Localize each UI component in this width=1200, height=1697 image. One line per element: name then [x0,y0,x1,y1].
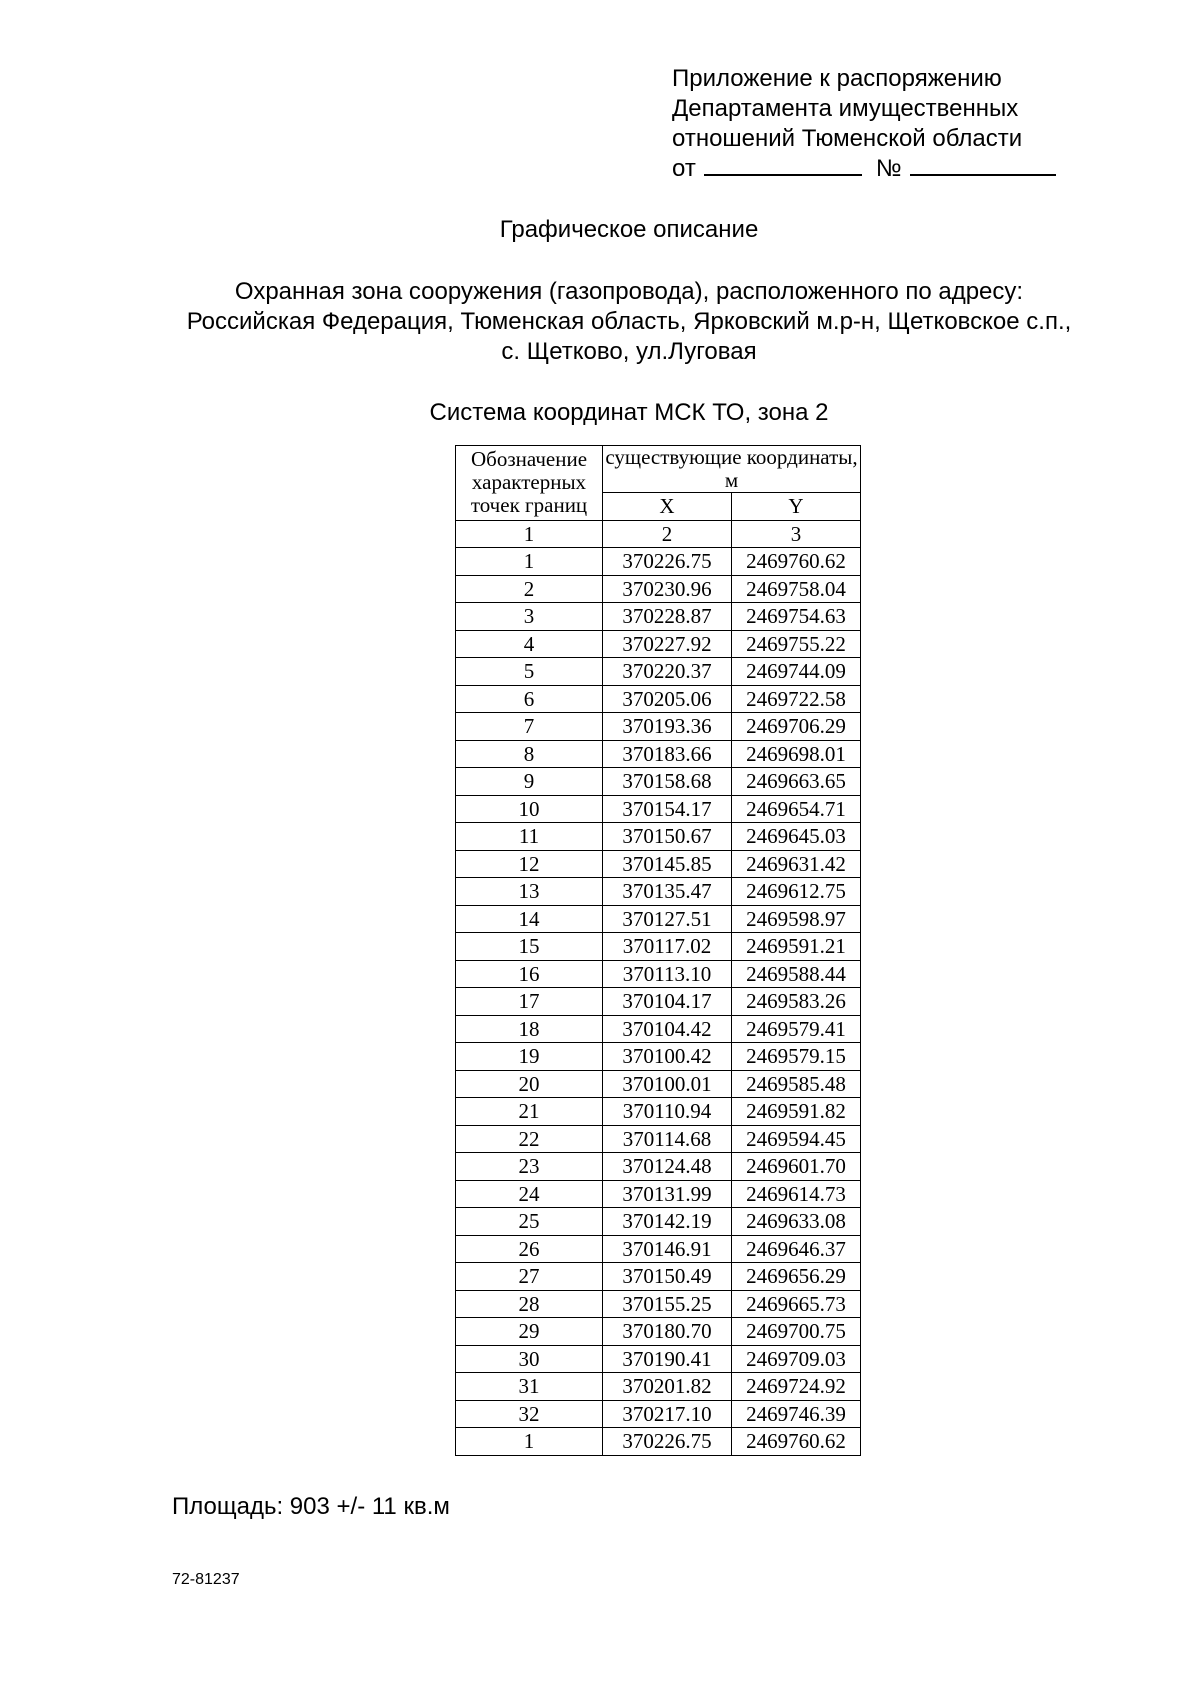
x-coord-cell: 370145.85 [603,850,732,878]
y-coord-cell: 2469579.41 [732,1015,861,1043]
point-id-cell: 21 [456,1098,603,1126]
point-id-cell: 28 [456,1290,603,1318]
table-row [456,1290,861,1318]
point-id-cell: 4 [456,630,603,658]
point-id-cell: 10 [456,795,603,823]
y-coord-cell: 2469579.15 [732,1043,861,1071]
table-row [456,878,861,906]
colnum-1: 1 [456,520,603,548]
point-id-cell: 15 [456,933,603,961]
table-row [456,1043,861,1071]
table-row [456,960,861,988]
header-x: X [603,493,732,521]
x-coord-cell: 370104.42 [603,1015,732,1043]
x-coord-cell: 370205.06 [603,685,732,713]
table-row [456,768,861,796]
y-coord-cell: 2469722.58 [732,685,861,713]
number-label: № [875,155,902,182]
y-coord-cell: 2469709.03 [732,1345,861,1373]
point-id-cell: 6 [456,685,603,713]
y-coord-cell: 2469583.26 [732,988,861,1016]
y-coord-cell: 2469758.04 [732,575,861,603]
x-coord-cell: 370226.75 [603,548,732,576]
point-id-cell: 14 [456,905,603,933]
x-coord-cell: 370228.87 [603,603,732,631]
x-coord-cell: 370114.68 [603,1125,732,1153]
colnum-2: 2 [603,520,732,548]
header-y: Y [732,493,861,521]
table-row [456,1180,861,1208]
y-coord-cell: 2469645.03 [732,823,861,851]
header-points: Обозначение характерных точек границ [456,446,603,521]
point-id-cell: 1 [456,1428,603,1456]
object-line-2: Российская Федерация, Тюменская область, Ярковский м.р-н, Щетковское с.п., [186,308,1072,335]
table-row [456,658,861,686]
x-coord-cell: 370131.99 [603,1180,732,1208]
y-coord-cell: 2469755.22 [732,630,861,658]
x-coord-cell: 370100.42 [603,1043,732,1071]
y-coord-cell: 2469754.63 [732,603,861,631]
point-id-cell: 16 [456,960,603,988]
table-row [456,1318,861,1346]
y-coord-cell: 2469594.45 [732,1125,861,1153]
point-id-cell: 9 [456,768,603,796]
area-text: Площадь: 903 +/- 11 кв.м [172,1493,450,1520]
x-coord-cell: 370142.19 [603,1208,732,1236]
point-id-cell: 29 [456,1318,603,1346]
document-code: 72-81237 [172,1571,240,1588]
point-id-cell: 24 [456,1180,603,1208]
table-header-row [456,446,861,493]
table-row [456,740,861,768]
x-coord-cell: 370154.17 [603,795,732,823]
point-id-cell: 8 [456,740,603,768]
appendix-date-number-line [672,154,1056,184]
x-coord-cell: 370201.82 [603,1373,732,1401]
y-coord-cell: 2469724.92 [732,1373,861,1401]
table-row [456,1263,861,1291]
table-row [456,850,861,878]
y-coord-cell: 2469700.75 [732,1318,861,1346]
y-coord-cell: 2469614.73 [732,1180,861,1208]
number-blank-line [910,154,1056,176]
table-row [456,988,861,1016]
coordinates-table [455,445,861,1456]
point-id-cell: 17 [456,988,603,1016]
point-id-cell: 18 [456,1015,603,1043]
date-blank-line [704,154,862,176]
x-coord-cell: 370193.36 [603,713,732,741]
x-coord-cell: 370117.02 [603,933,732,961]
point-id-cell: 1 [456,548,603,576]
header-coords: существующие координаты, м [603,446,861,493]
x-coord-cell: 370104.17 [603,988,732,1016]
table-row [456,1125,861,1153]
x-coord-cell: 370180.70 [603,1318,732,1346]
point-id-cell: 19 [456,1043,603,1071]
y-coord-cell: 2469631.42 [732,850,861,878]
y-coord-cell: 2469646.37 [732,1235,861,1263]
y-coord-cell: 2469665.73 [732,1290,861,1318]
table-row [456,1373,861,1401]
table-row [456,933,861,961]
y-coord-cell: 2469612.75 [732,878,861,906]
x-coord-cell: 370155.25 [603,1290,732,1318]
appendix-line-2: Департамента имущественных [672,95,1019,122]
table-row [456,1345,861,1373]
point-id-cell: 32 [456,1400,603,1428]
table-colnum-row [456,520,861,548]
x-coord-cell: 370146.91 [603,1235,732,1263]
point-id-cell: 27 [456,1263,603,1291]
y-coord-cell: 2469760.62 [732,1428,861,1456]
x-coord-cell: 370220.37 [603,658,732,686]
table-row [456,823,861,851]
point-id-cell: 11 [456,823,603,851]
table-row [456,1070,861,1098]
x-coord-cell: 370230.96 [603,575,732,603]
table-row [456,1098,861,1126]
y-coord-cell: 2469663.65 [732,768,861,796]
table-row [456,603,861,631]
appendix-line-1: Приложение к распоряжению [672,65,1002,92]
point-id-cell: 23 [456,1153,603,1181]
table-row [456,548,861,576]
x-coord-cell: 370100.01 [603,1070,732,1098]
x-coord-cell: 370127.51 [603,905,732,933]
x-coord-cell: 370150.49 [603,1263,732,1291]
x-coord-cell: 370183.66 [603,740,732,768]
table-row [456,1235,861,1263]
y-coord-cell: 2469601.70 [732,1153,861,1181]
object-line-1: Охранная зона сооружения (газопровода), расположенного по адресу: [234,278,1024,305]
point-id-cell: 7 [456,713,603,741]
object-description [58,277,1200,367]
y-coord-cell: 2469585.48 [732,1070,861,1098]
point-id-cell: 13 [456,878,603,906]
x-coord-cell: 370135.47 [603,878,732,906]
table-row [456,905,861,933]
point-id-cell: 26 [456,1235,603,1263]
y-coord-cell: 2469706.29 [732,713,861,741]
table-row [456,1208,861,1236]
x-coord-cell: 370158.68 [603,768,732,796]
from-label: от [672,155,696,182]
y-coord-cell: 2469746.39 [732,1400,861,1428]
colnum-3: 3 [732,520,861,548]
y-coord-cell: 2469654.71 [732,795,861,823]
point-id-cell: 25 [456,1208,603,1236]
y-coord-cell: 2469598.97 [732,905,861,933]
y-coord-cell: 2469656.29 [732,1263,861,1291]
x-coord-cell: 370150.67 [603,823,732,851]
x-coord-cell: 370227.92 [603,630,732,658]
x-coord-cell: 370190.41 [603,1345,732,1373]
point-id-cell: 22 [456,1125,603,1153]
table-row [456,1153,861,1181]
x-coord-cell: 370226.75 [603,1428,732,1456]
y-coord-cell: 2469760.62 [732,548,861,576]
y-coord-cell: 2469591.21 [732,933,861,961]
x-coord-cell: 370124.48 [603,1153,732,1181]
object-line-3: с. Щетково, ул.Луговая [501,338,757,365]
table-row [456,685,861,713]
y-coord-cell: 2469588.44 [732,960,861,988]
coordinate-system: Система координат МСК ТО, зона 2 [429,399,829,426]
point-id-cell: 5 [456,658,603,686]
y-coord-cell: 2469698.01 [732,740,861,768]
table-row [456,1015,861,1043]
table-row [456,630,861,658]
point-id-cell: 31 [456,1373,603,1401]
point-id-cell: 30 [456,1345,603,1373]
x-coord-cell: 370110.94 [603,1098,732,1126]
table-row [456,1400,861,1428]
appendix-line-3: отношений Тюменской области [672,125,1023,152]
table-row [456,713,861,741]
y-coord-cell: 2469591.82 [732,1098,861,1126]
appendix-block [672,64,1056,184]
point-id-cell: 20 [456,1070,603,1098]
x-coord-cell: 370217.10 [603,1400,732,1428]
table-row [456,1428,861,1456]
x-coord-cell: 370113.10 [603,960,732,988]
table-row [456,795,861,823]
point-id-cell: 3 [456,603,603,631]
table-row [456,575,861,603]
y-coord-cell: 2469744.09 [732,658,861,686]
y-coord-cell: 2469633.08 [732,1208,861,1236]
point-id-cell: 12 [456,850,603,878]
point-id-cell: 2 [456,575,603,603]
page-title: Графическое описание [499,216,759,243]
